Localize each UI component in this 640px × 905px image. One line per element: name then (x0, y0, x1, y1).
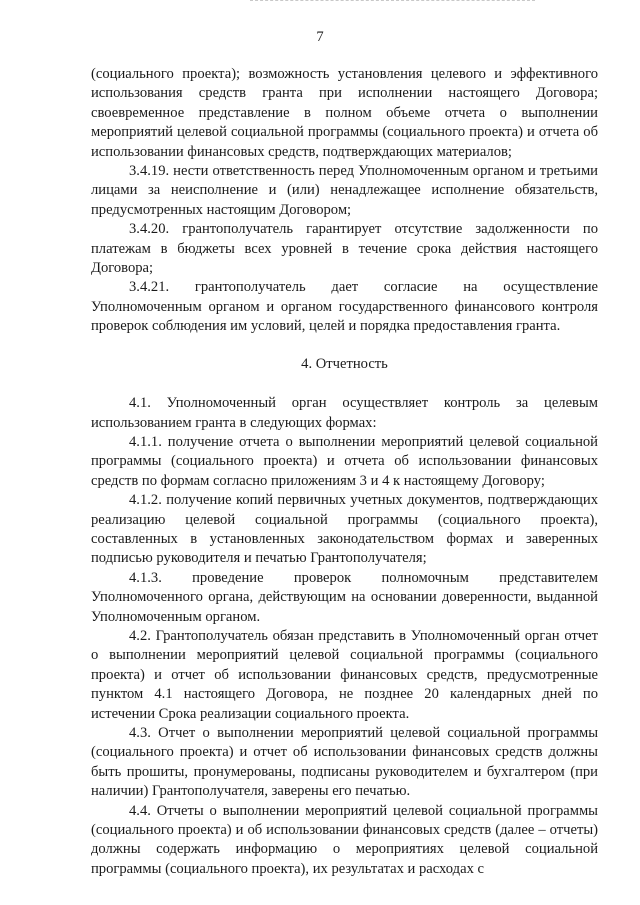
paragraph-4-1-1: 4.1.1. получение отчета о выполнении мероприятий целевой социальной программы (социального проекта) и отчета об использовании финансовых средств по формам согласно приложениям 3 и 4 к настоящему Договору; (91, 433, 598, 489)
paragraph-3-4-19: 3.4.19. нести ответственность перед Уполномоченным органом и третьими лицами за неисполнение и (или) ненадлежащее исполнение обязательств, предусмотренных настоящим Договором; (91, 163, 598, 218)
paragraph-continuation: (социального проекта); возможность установления целевого и эффективного использования средств гранта при исполнении настоящего Договора; своевременное представление в полном объеме отчета о выполнении мероприятий целевой социальной программы (социального проекта) и отчета об использовании финансовых средств, подтверждающих материалов; (91, 66, 598, 160)
paragraph-4-1-3: 4.1.3. проведение проверок полномочным представителем Уполномоченного органа, действующим на основании доверенности, выданной Уполномоченным органом. (91, 569, 598, 625)
document-body (91, 65, 598, 879)
scan-artifact-line (250, 0, 535, 2)
section-heading-reporting: 4. Отчетность (301, 355, 388, 372)
paragraph-4-2: 4.2. Грантополучатель обязан представить в Уполномоченный орган отчет о выполнении мероприятий целевой социальной программы (социального проекта) и отчет об использовании финансовых средств, предусмотренные пунктом 4.1 настоящего Договора, не позднее 20 календарных дней по истечении Срока реализации социального проекта. (91, 627, 598, 722)
paragraph-4-3: 4.3. Отчет о выполнении мероприятий целевой социальной программы (социального проекта) и отчет об использовании финансовых средств должны быть прошиты, пронумерованы, подписаны руководителем и бухгалтером (при наличии) Грантополучателя, заверены его печатью. (91, 725, 598, 800)
paragraph-4-1-2: 4.1.2. получение копий первичных учетных документов, подтверждающих реализацию целевой социальной программы (социального проекта), составленных в установленных законодательством формах и заверенных подписью руководителя и печатью Грантополучателя; (91, 492, 598, 567)
page-number: 7 (316, 29, 324, 45)
paragraph-4-4: 4.4. Отчеты о выполнении мероприятий целевой социальной программы (социального проекта) и об использовании финансовых средств (далее – отчеты) должны содержать информацию о мероприятиях целевой социальной программы (социального проекта), их результатах и расходах с (91, 802, 598, 877)
paragraph-3-4-20: 3.4.20. грантополучатель гарантирует отсутствие задолженности по платежам в бюджеты всех уровней в течение срока действия настоящего Договора; (91, 221, 598, 277)
paragraph-4-1: 4.1. Уполномоченный орган осуществляет контроль за целевым использованием гранта в следующих формах: (91, 395, 598, 431)
paragraph-3-4-21: 3.4.21. грантополучатель дает согласие на осуществление Уполномоченным органом и органом государственного финансового контроля проверок соблюдения им условий, целей и порядка предоставления гранта. (91, 279, 598, 335)
